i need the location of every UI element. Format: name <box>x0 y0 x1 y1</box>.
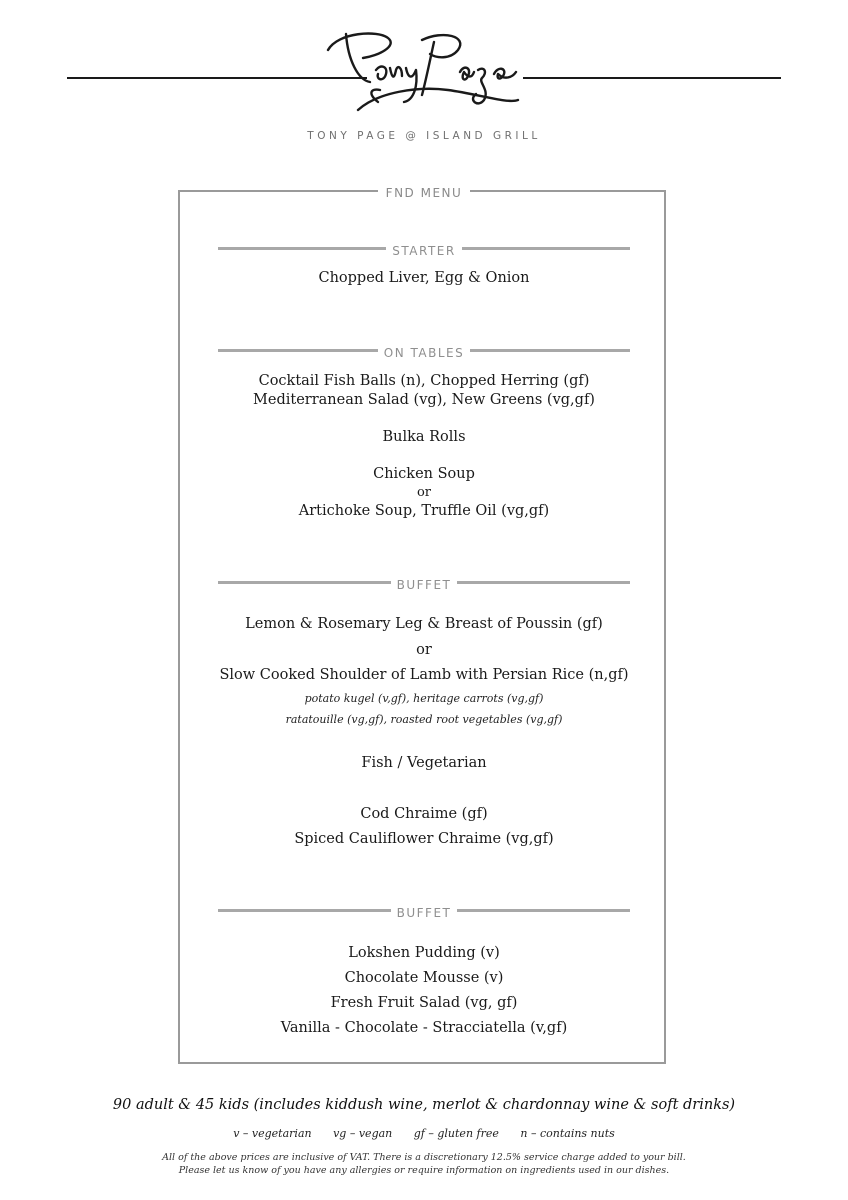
buffet-main-option-1: Lemon & Rosemary Leg & Breast of Poussin (gf) <box>245 616 603 632</box>
dessert-item-3: Fresh Fruit Salad (vg, gf) <box>330 995 518 1011</box>
soup-option-2: Artichoke Soup, Truffle Oil (vg,gf) <box>298 503 550 519</box>
dessert-item-4: Vanilla - Chocolate - Stracciatella (v,gf) <box>280 1020 568 1036</box>
on-tables-line-1: Cocktail Fish Balls (n), Chopped Herring (gf) <box>258 373 590 389</box>
dessert-item-1: Lokshen Pudding (v) <box>348 945 500 961</box>
header-rule-right <box>523 77 781 79</box>
section-header-buffet-main <box>218 574 630 590</box>
menu-title-text: FND MENU <box>378 186 471 200</box>
on-tables-line-2: Mediterranean Salad (vg), New Greens (vg,gf) <box>253 392 595 408</box>
footer-allergy-note: Please let us know of you have any allergies or require information on ingredients used in our dishes. <box>178 1165 670 1176</box>
menu-title <box>0 182 848 201</box>
dessert-item-2: Chocolate Mousse (v) <box>344 970 504 986</box>
legend-vegan: vg – vegan <box>333 1127 393 1140</box>
dietary-legend <box>0 1127 848 1140</box>
buffet-sides-line-2: ratatouille (vg,gf), roasted root vegetables (vg,gf) <box>285 713 563 726</box>
section-header-starter <box>218 240 630 256</box>
fish-option-2: Spiced Cauliflower Chraime (vg,gf) <box>294 831 554 847</box>
legend-contains-nuts: n – contains nuts <box>520 1127 615 1140</box>
legend-vegetarian: v – vegetarian <box>233 1127 312 1140</box>
buffet-main-option-2: Slow Cooked Shoulder of Lamb with Persian Rice (n,gf) <box>219 667 629 683</box>
buffet-main-or: or <box>416 642 432 658</box>
starter-item: Chopped Liver, Egg & Onion <box>318 270 530 286</box>
legend-gluten-free: gf – gluten free <box>413 1127 499 1140</box>
section-label: BUFFET <box>391 906 458 920</box>
section-header-on-tables <box>218 342 630 358</box>
section-label: ON TABLES <box>378 346 470 360</box>
fish-option-1: Cod Chraime (gf) <box>360 806 488 822</box>
soup-or: or <box>416 485 432 500</box>
section-header-buffet-dessert <box>218 902 630 918</box>
tony-page-signature-logo <box>318 20 528 120</box>
guests-note: 90 adult & 45 kids (includes kiddush wine, merlot & chardonnay wine & soft drinks) <box>112 1097 736 1113</box>
bulka-rolls: Bulka Rolls <box>382 429 466 445</box>
section-label: STARTER <box>386 244 461 258</box>
soup-option-1: Chicken Soup <box>373 466 475 482</box>
buffet-sides-line-1: potato kugel (v,gf), heritage carrots (vg,gf) <box>304 692 544 705</box>
brand-subtitle: TONY PAGE @ ISLAND GRILL <box>307 130 541 142</box>
footer-vat-note: All of the above prices are inclusive of VAT. There is a discretionary 12.5% service charge added to your bill. <box>162 1152 686 1163</box>
fish-vegetarian-subhead: Fish / Vegetarian <box>361 755 487 771</box>
section-label: BUFFET <box>391 578 458 592</box>
